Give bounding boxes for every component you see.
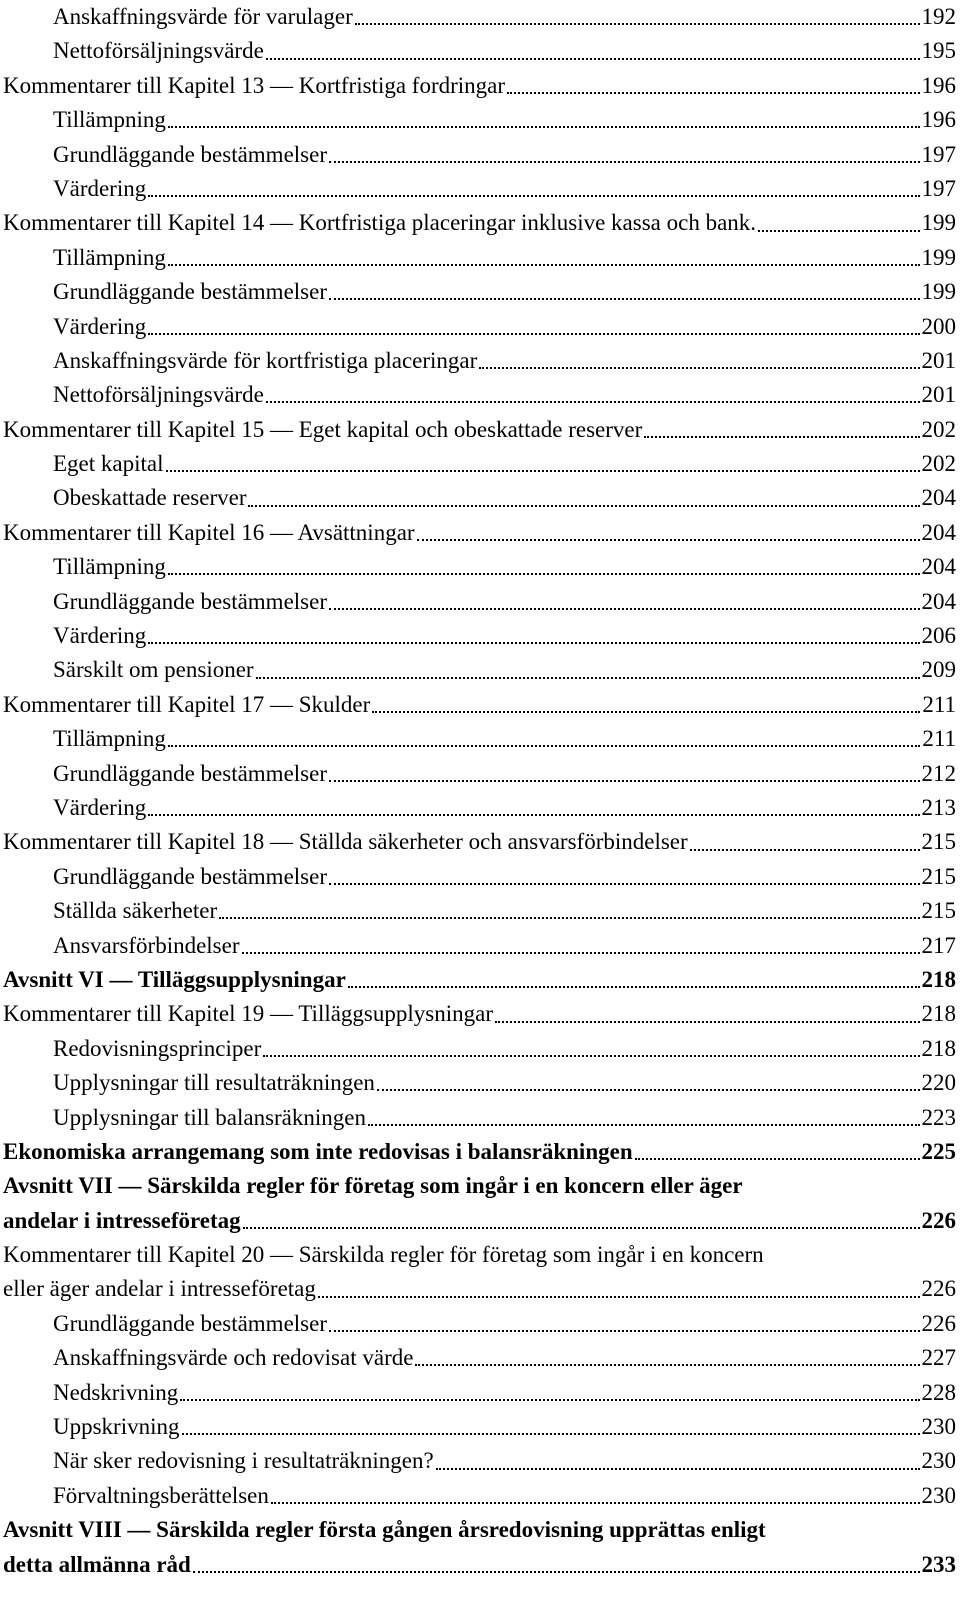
toc-entry-title: Kommentarer till Kapitel 17 — Skulder bbox=[3, 691, 371, 717]
toc-entry-page: 204 bbox=[921, 588, 956, 614]
toc-entry-page: 215 bbox=[921, 898, 956, 924]
toc-entry-title: Ekonomiska arrangemang som inte redovisas i balansräkningen bbox=[3, 1138, 633, 1164]
toc-entry-page: 204 bbox=[921, 519, 956, 545]
toc-entry-title: Nettoförsäljningsvärde bbox=[53, 38, 264, 64]
toc-entry[interactable] bbox=[0, 825, 960, 859]
toc-entry-title: Anskaffningsvärde för kortfristiga placeringar bbox=[53, 347, 478, 373]
toc-entry-title: Grundläggande bestämmelser bbox=[53, 863, 327, 889]
toc-entry-title: Grundläggande bestämmelser bbox=[53, 141, 327, 167]
toc-entry[interactable] bbox=[0, 1101, 960, 1135]
toc-entry[interactable] bbox=[0, 378, 960, 412]
toc-entry-title: Tillämpning bbox=[53, 554, 166, 580]
dot-leader bbox=[168, 745, 920, 747]
toc-entry-title: Grundläggande bestämmelser bbox=[53, 760, 327, 786]
dot-leader bbox=[243, 1227, 920, 1229]
toc-entry-page: 201 bbox=[921, 382, 956, 408]
dot-leader bbox=[256, 677, 920, 679]
toc-entry-title: Uppskrivning bbox=[53, 1414, 180, 1440]
toc-entry-page: 226 bbox=[921, 1207, 956, 1233]
toc-entry[interactable] bbox=[0, 791, 960, 825]
dot-leader bbox=[507, 92, 919, 94]
toc-entry[interactable] bbox=[0, 413, 960, 447]
toc-entry-page: 233 bbox=[921, 1551, 956, 1577]
toc-entry-title: Ansvarsförbindelser bbox=[53, 932, 240, 958]
toc-entry-page: 206 bbox=[921, 623, 956, 649]
toc-entry[interactable] bbox=[0, 1376, 960, 1410]
toc-entry[interactable] bbox=[0, 138, 960, 172]
dot-leader bbox=[219, 917, 919, 919]
toc-entry-title: Kommentarer till Kapitel 14 — Kortfristiga placeringar inklusive kassa och bank. bbox=[3, 210, 757, 236]
dot-leader bbox=[166, 470, 920, 472]
toc-entry[interactable] bbox=[0, 653, 960, 687]
toc-entry-title: När sker redovisning i resultaträkningen? bbox=[53, 1448, 434, 1474]
toc-entry-page: 228 bbox=[921, 1379, 956, 1405]
dot-leader bbox=[263, 1055, 919, 1057]
toc-entry-title-line2: detta allmänna råd bbox=[3, 1551, 191, 1577]
toc-entry-page: 211 bbox=[922, 691, 956, 717]
toc-entry-page: 217 bbox=[921, 932, 956, 958]
toc-entry-title: Avsnitt VI — Tilläggsupplysningar bbox=[3, 966, 346, 992]
toc-entry-title: Värdering bbox=[53, 794, 147, 820]
dot-leader bbox=[148, 814, 919, 816]
toc-entry-page: 201 bbox=[921, 347, 956, 373]
dot-leader bbox=[329, 608, 920, 610]
dot-leader bbox=[368, 1124, 920, 1126]
toc-entry[interactable] bbox=[0, 757, 960, 791]
toc-entry[interactable] bbox=[0, 206, 960, 240]
toc-entry-title: Tillämpning bbox=[53, 107, 166, 133]
toc-entry[interactable] bbox=[0, 1032, 960, 1066]
dot-leader bbox=[180, 1399, 919, 1401]
toc-entry[interactable] bbox=[0, 585, 960, 619]
toc-entry-kapitel-20[interactable] bbox=[0, 1238, 960, 1307]
toc-entry[interactable] bbox=[0, 1479, 960, 1513]
dot-leader bbox=[690, 849, 920, 851]
dot-leader bbox=[329, 883, 920, 885]
toc-entry[interactable] bbox=[0, 447, 960, 481]
toc-entry-title: Kommentarer till Kapitel 16 — Avsättningar bbox=[3, 519, 415, 545]
dot-leader bbox=[148, 333, 919, 335]
toc-entry-title-line1: Kommentarer till Kapitel 20 — Särskilda regler för företag som ingår i en koncern bbox=[3, 1242, 764, 1268]
toc-entry-page: 202 bbox=[921, 416, 956, 442]
toc-entry-title: Tillämpning bbox=[53, 726, 166, 752]
dot-leader bbox=[242, 952, 920, 954]
toc-entry-title: Kommentarer till Kapitel 19 — Tilläggsupplysningar bbox=[3, 1001, 493, 1027]
dot-leader bbox=[148, 642, 919, 644]
toc-entry-page: 197 bbox=[921, 141, 956, 167]
dot-leader bbox=[758, 230, 919, 232]
toc-entry-page: 199 bbox=[921, 244, 956, 270]
toc-entry-page: 230 bbox=[921, 1414, 956, 1440]
toc-entry-page: 226 bbox=[921, 1310, 956, 1336]
dot-leader bbox=[271, 1502, 920, 1504]
dot-leader bbox=[329, 298, 920, 300]
toc-entry-title: Kommentarer till Kapitel 18 — Ställda säkerheter och ansvarsförbindelser bbox=[3, 829, 688, 855]
toc-entry-page: 227 bbox=[921, 1345, 956, 1371]
toc-entry-title: Värdering bbox=[53, 175, 147, 201]
toc-entry-page: 200 bbox=[921, 313, 956, 339]
dot-leader bbox=[644, 436, 919, 438]
dot-leader bbox=[372, 711, 920, 713]
toc-entry[interactable] bbox=[0, 963, 960, 997]
toc-entry-title: Grundläggande bestämmelser bbox=[53, 1310, 327, 1336]
toc-entry[interactable] bbox=[0, 997, 960, 1031]
dot-leader bbox=[329, 161, 920, 163]
toc-entry-page: 199 bbox=[921, 210, 956, 236]
dot-leader bbox=[168, 264, 920, 266]
dot-leader bbox=[436, 1468, 920, 1470]
dot-leader bbox=[168, 126, 920, 128]
toc-entry[interactable] bbox=[0, 1135, 960, 1169]
toc-entry[interactable] bbox=[0, 34, 960, 68]
toc-entry-title: Värdering bbox=[53, 313, 147, 339]
toc-entry-title: Kommentarer till Kapitel 13 — Kortfristiga fordringar bbox=[3, 72, 506, 98]
dot-leader bbox=[415, 1364, 919, 1366]
toc-entry-page: 192 bbox=[921, 4, 956, 29]
toc-entry[interactable] bbox=[0, 172, 960, 206]
toc-entry[interactable] bbox=[0, 103, 960, 137]
toc-entry-title: Nedskrivning bbox=[53, 1379, 179, 1405]
dot-leader bbox=[479, 367, 919, 369]
toc-entry-page: 218 bbox=[921, 966, 956, 992]
toc-entry-page: 218 bbox=[921, 1001, 956, 1027]
dot-leader bbox=[348, 986, 920, 988]
toc-entry[interactable] bbox=[0, 69, 960, 103]
toc-entry-page: 212 bbox=[921, 760, 956, 786]
toc-entry[interactable] bbox=[0, 688, 960, 722]
toc-entry-title: Anskaffningsvärde för varulager bbox=[53, 4, 353, 29]
toc-entry-page: 213 bbox=[921, 794, 956, 820]
toc-entry-page: 196 bbox=[921, 72, 956, 98]
toc-entry-page: 204 bbox=[921, 485, 956, 511]
toc-entry-page: 215 bbox=[921, 829, 956, 855]
toc-entry-title: Värdering bbox=[53, 623, 147, 649]
dot-leader bbox=[266, 401, 920, 403]
toc-entry[interactable] bbox=[0, 310, 960, 344]
dot-leader bbox=[266, 58, 920, 60]
dot-leader bbox=[168, 573, 920, 575]
toc-entry-page: 230 bbox=[921, 1482, 956, 1508]
toc-entry-title: Eget kapital bbox=[53, 451, 164, 477]
dot-leader bbox=[355, 23, 920, 25]
dot-leader bbox=[148, 195, 919, 197]
toc-entry-title: Grundläggande bestämmelser bbox=[53, 588, 327, 614]
toc-entry[interactable] bbox=[0, 241, 960, 275]
toc-entry-page: 204 bbox=[921, 554, 956, 580]
toc-entry-title: Förvaltningsberättelsen bbox=[53, 1482, 269, 1508]
toc-entry[interactable] bbox=[0, 275, 960, 309]
dot-leader bbox=[248, 505, 919, 507]
toc-entry-page: 209 bbox=[921, 657, 956, 683]
toc-entry-page: 230 bbox=[921, 1448, 956, 1474]
dot-leader bbox=[318, 1296, 920, 1298]
toc-entry[interactable] bbox=[0, 1066, 960, 1100]
toc-entry-title: Nettoförsäljningsvärde bbox=[53, 382, 264, 408]
toc-entry[interactable] bbox=[0, 860, 960, 894]
toc-entry-page: 220 bbox=[921, 1070, 956, 1096]
toc-entry[interactable] bbox=[0, 1410, 960, 1444]
toc-entry[interactable] bbox=[0, 481, 960, 515]
toc-entry[interactable] bbox=[0, 516, 960, 550]
toc-entry-title: Tillämpning bbox=[53, 244, 166, 270]
toc-entry-title-line2: eller äger andelar i intresseföretag bbox=[3, 1276, 316, 1302]
toc-entry-avsnitt-viii[interactable] bbox=[0, 1513, 960, 1582]
toc-entry-title-line1: Avsnitt VIII — Särskilda regler första gången årsredovisning upprättas enligt bbox=[3, 1517, 766, 1543]
toc-entry[interactable] bbox=[0, 1307, 960, 1341]
toc-entry-page: 225 bbox=[921, 1138, 956, 1164]
toc-entry-title: Redovisningsprinciper bbox=[53, 1035, 262, 1061]
dot-leader bbox=[495, 1021, 920, 1023]
toc-entry-title: Ställda säkerheter bbox=[53, 898, 218, 924]
toc-entry-title: Anskaffningsvärde och redovisat värde bbox=[53, 1345, 414, 1371]
toc-entry-page: 195 bbox=[921, 38, 956, 64]
toc-entry-title: Grundläggande bestämmelser bbox=[53, 279, 327, 305]
toc-entry[interactable] bbox=[0, 722, 960, 756]
toc-entry-page: 218 bbox=[921, 1035, 956, 1061]
dot-leader bbox=[635, 1158, 920, 1160]
toc-entry[interactable] bbox=[0, 550, 960, 584]
toc-entry[interactable] bbox=[0, 929, 960, 963]
toc-entry-title-line2: andelar i intresseföretag bbox=[3, 1207, 241, 1233]
toc-entry[interactable] bbox=[0, 344, 960, 378]
toc-entry-title: Upplysningar till resultaträkningen bbox=[53, 1070, 375, 1096]
dot-leader bbox=[329, 1330, 920, 1332]
toc-entry[interactable] bbox=[0, 0, 960, 34]
toc-group-b bbox=[0, 1307, 960, 1513]
toc-entry-title: Kommentarer till Kapitel 15 — Eget kapital och obeskattade reserver bbox=[3, 416, 643, 442]
toc-entry-page: 202 bbox=[921, 451, 956, 477]
toc-entry[interactable] bbox=[0, 619, 960, 653]
toc-entry[interactable] bbox=[0, 894, 960, 928]
toc-entry[interactable] bbox=[0, 1341, 960, 1375]
toc-entry-page: 223 bbox=[921, 1104, 956, 1130]
toc-entry-page: 199 bbox=[921, 279, 956, 305]
toc-entry-page: 215 bbox=[921, 863, 956, 889]
toc-entry-page: 226 bbox=[921, 1276, 956, 1302]
toc-entry-page: 196 bbox=[921, 107, 956, 133]
toc-entry-title: Obeskattade reserver bbox=[53, 485, 247, 511]
toc-entry-title: Särskilt om pensioner bbox=[53, 657, 254, 683]
toc-entry-title-line1: Avsnitt VII — Särskilda regler för företag som ingår i en koncern eller äger bbox=[3, 1173, 743, 1199]
dot-leader bbox=[329, 780, 920, 782]
toc-entry-title: Upplysningar till balansräkningen bbox=[53, 1104, 366, 1130]
dot-leader bbox=[182, 1433, 920, 1435]
toc-entry-page: 211 bbox=[922, 726, 956, 752]
dot-leader bbox=[193, 1571, 920, 1573]
dot-leader bbox=[417, 539, 920, 541]
toc-entry[interactable] bbox=[0, 1444, 960, 1478]
toc-entry-avsnitt-vii[interactable] bbox=[0, 1169, 960, 1238]
dot-leader bbox=[377, 1089, 920, 1091]
toc-entry-page: 197 bbox=[921, 175, 956, 201]
